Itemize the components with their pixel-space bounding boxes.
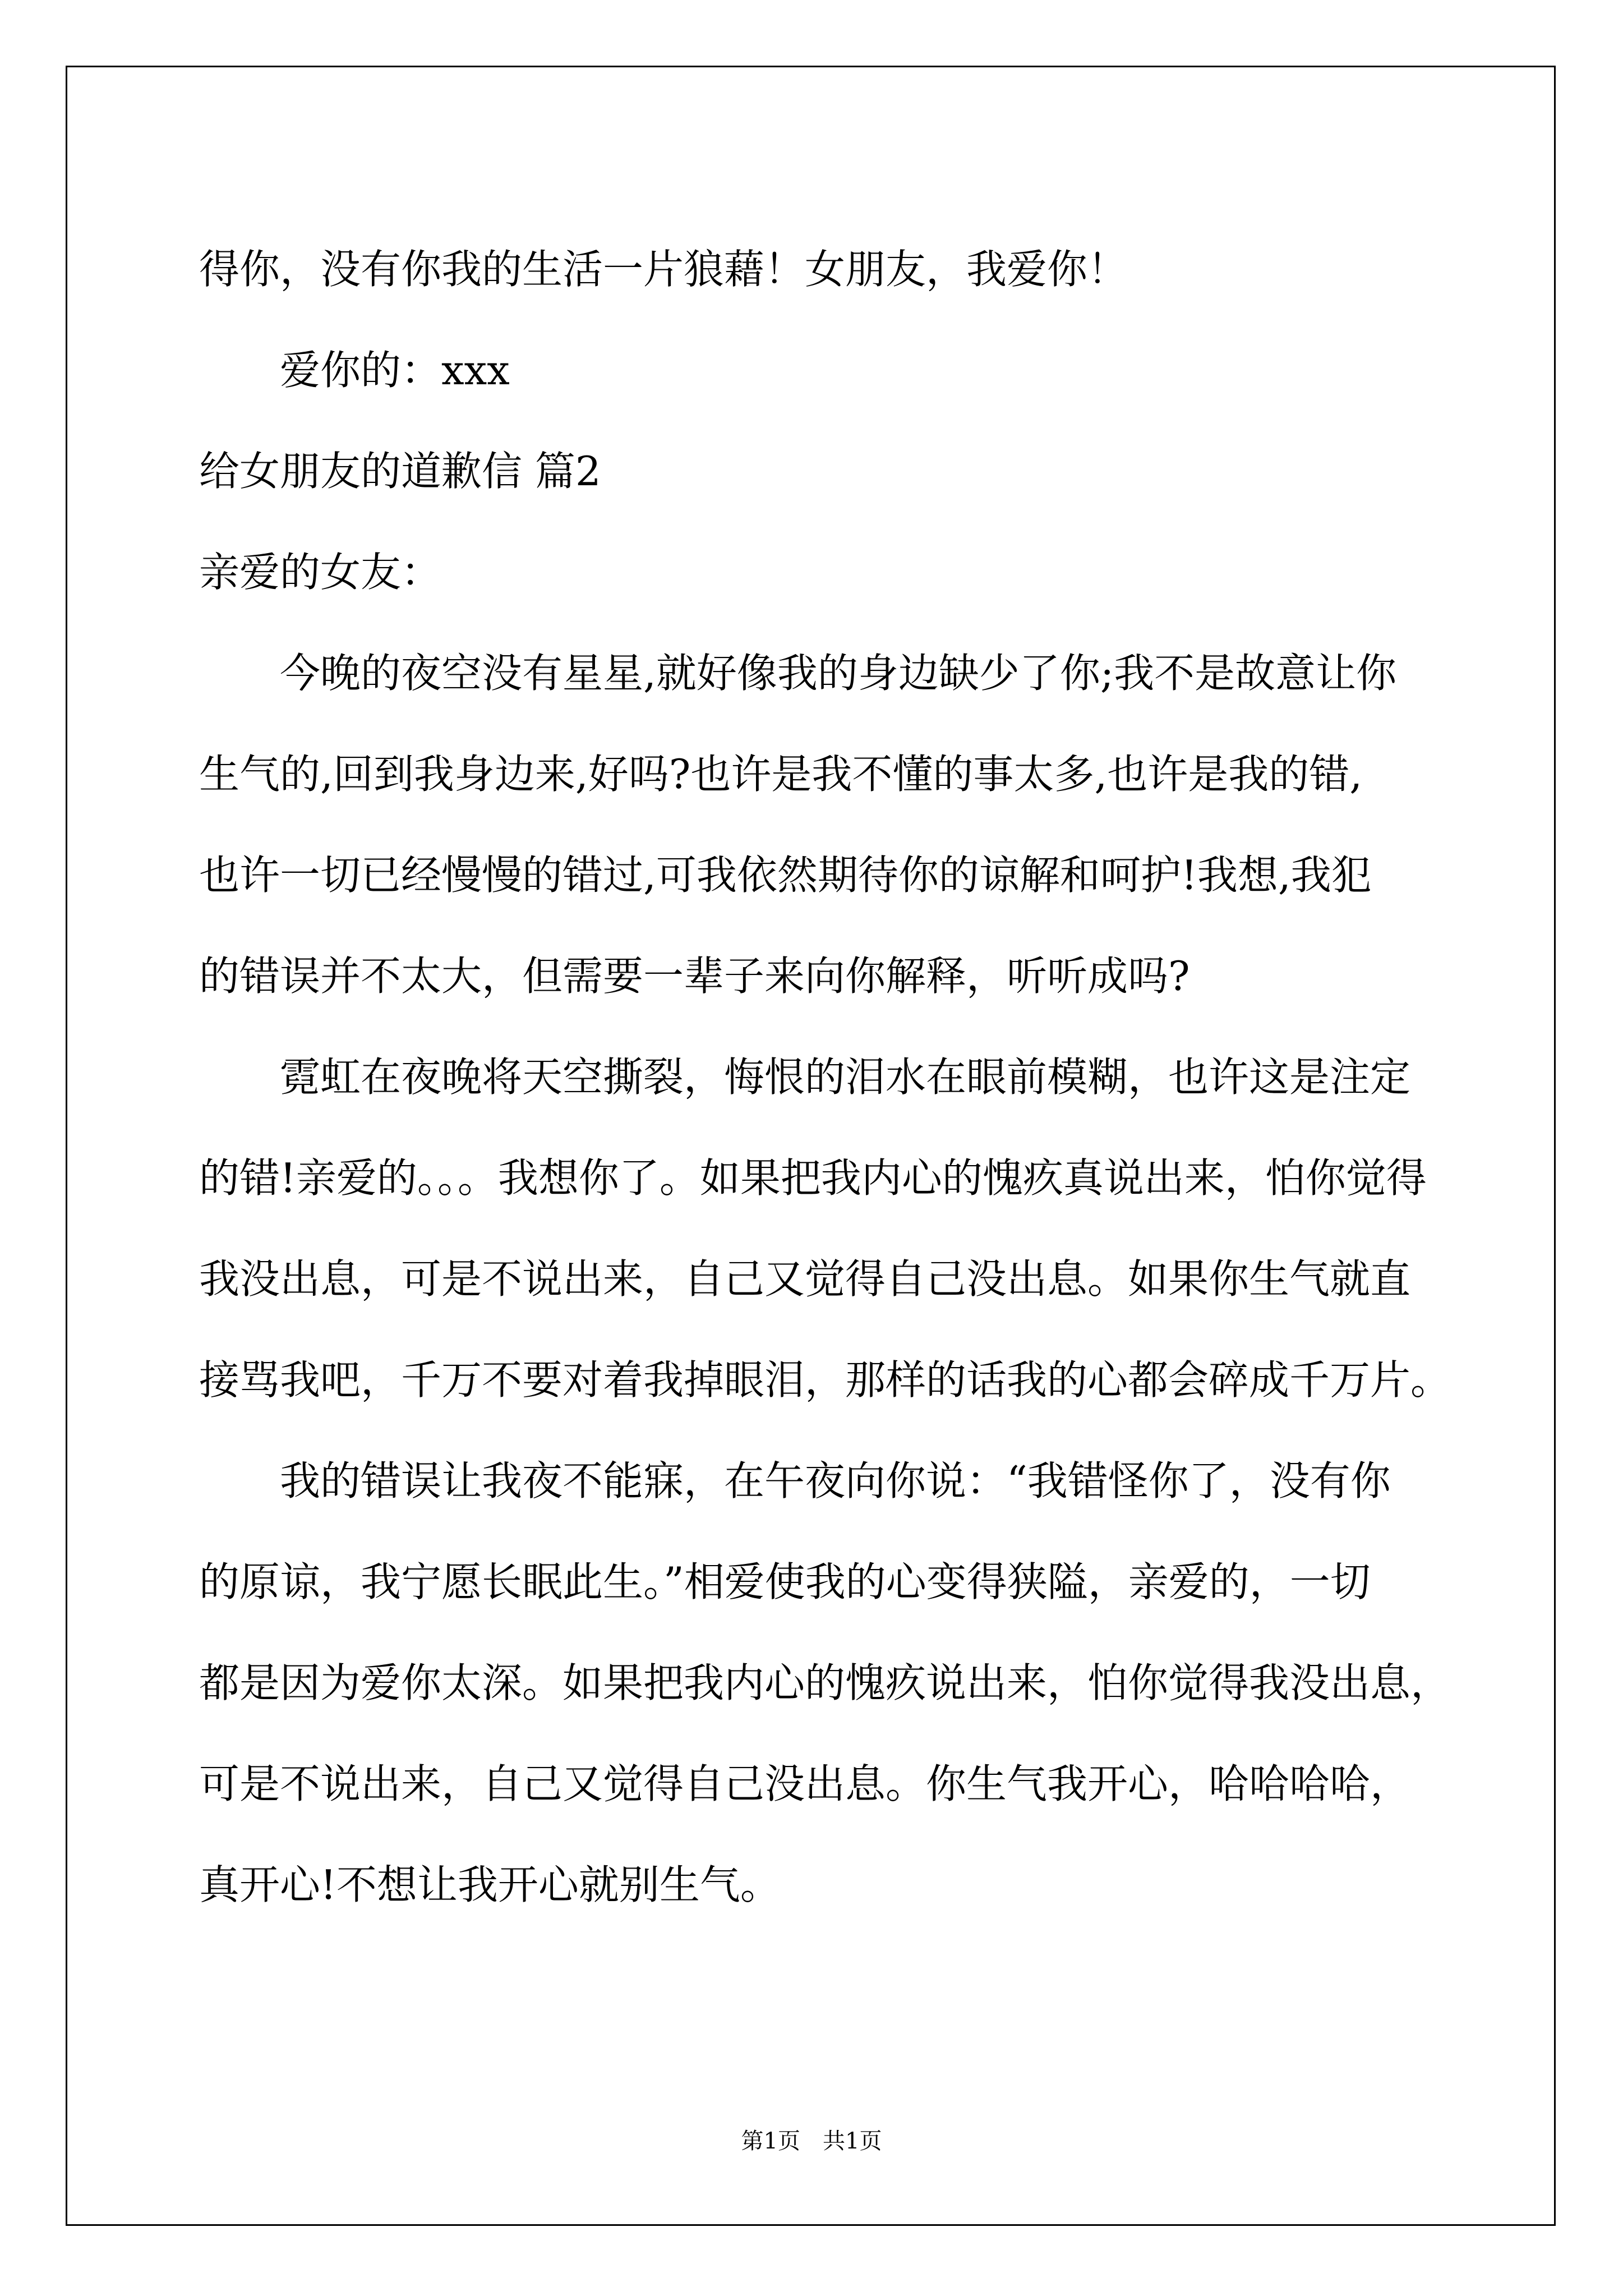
paragraph-1 [199, 623, 1438, 1027]
document-body [199, 219, 1451, 1935]
signature: 爱你的：xxx [280, 347, 510, 394]
paragraph-3 [199, 1430, 1451, 1935]
paragraph-line: 真开心!不想让我开心就别生气。 [199, 1861, 781, 1908]
paragraph-line: 生气的,回到我身边来,好吗?也许是我不懂的事太多,也许是我的错, [199, 751, 1363, 798]
page-footer: 第1页 共1页 [741, 2128, 882, 2154]
paragraph-line: 我没出息，可是不说出来，自己又觉得自己没出息。如果你生气就直 [199, 1255, 1411, 1303]
continuation-line: 得你，没有你我的生活一片狼藉！女朋友，我爱你！ [199, 246, 1128, 293]
paragraph-2 [199, 1027, 1451, 1430]
paragraph-line: 接骂我吧，千万不要对着我掉眼泪，那样的话我的心都会碎成千万片。 [199, 1356, 1451, 1404]
paragraph-line: 霓虹在夜晚将天空撕裂，悔恨的泪水在眼前模糊，也许这是注定 [280, 1053, 1411, 1101]
paragraph-line: 的错!亲爱的。。。我想你了。如果把我内心的愧疚真说出来，怕你觉得 [199, 1154, 1427, 1202]
paragraph-line: 的原谅，我宁愿长眠此生。”相爱使我的心变得狭隘，亲爱的，一切 [199, 1558, 1371, 1605]
paragraph-line: 也许一切已经慢慢的错过,可我依然期待你的谅解和呵护!我想,我犯 [199, 852, 1372, 899]
paragraph-line: 我的错误让我夜不能寐，在午夜向你说：“我错怪你了，没有你 [280, 1457, 1391, 1504]
paragraph-line: 的错误并不太大，但需要一辈子来向你解释，听听成吗? [199, 953, 1190, 1000]
paragraph-line: 今晚的夜空没有星星,就好像我的身边缺少了你;我不是故意让你 [280, 650, 1397, 697]
salutation: 亲爱的女友： [199, 549, 442, 596]
paragraph-line: 可是不说出来，自己又觉得自己没出息。你生气我开心，哈哈哈哈， [199, 1760, 1411, 1807]
paragraph-line: 都是因为爱你太深。如果把我内心的愧疚说出来，怕你觉得我没出息， [199, 1659, 1451, 1706]
section-title: 给女朋友的道歉信 篇2 [199, 448, 601, 495]
